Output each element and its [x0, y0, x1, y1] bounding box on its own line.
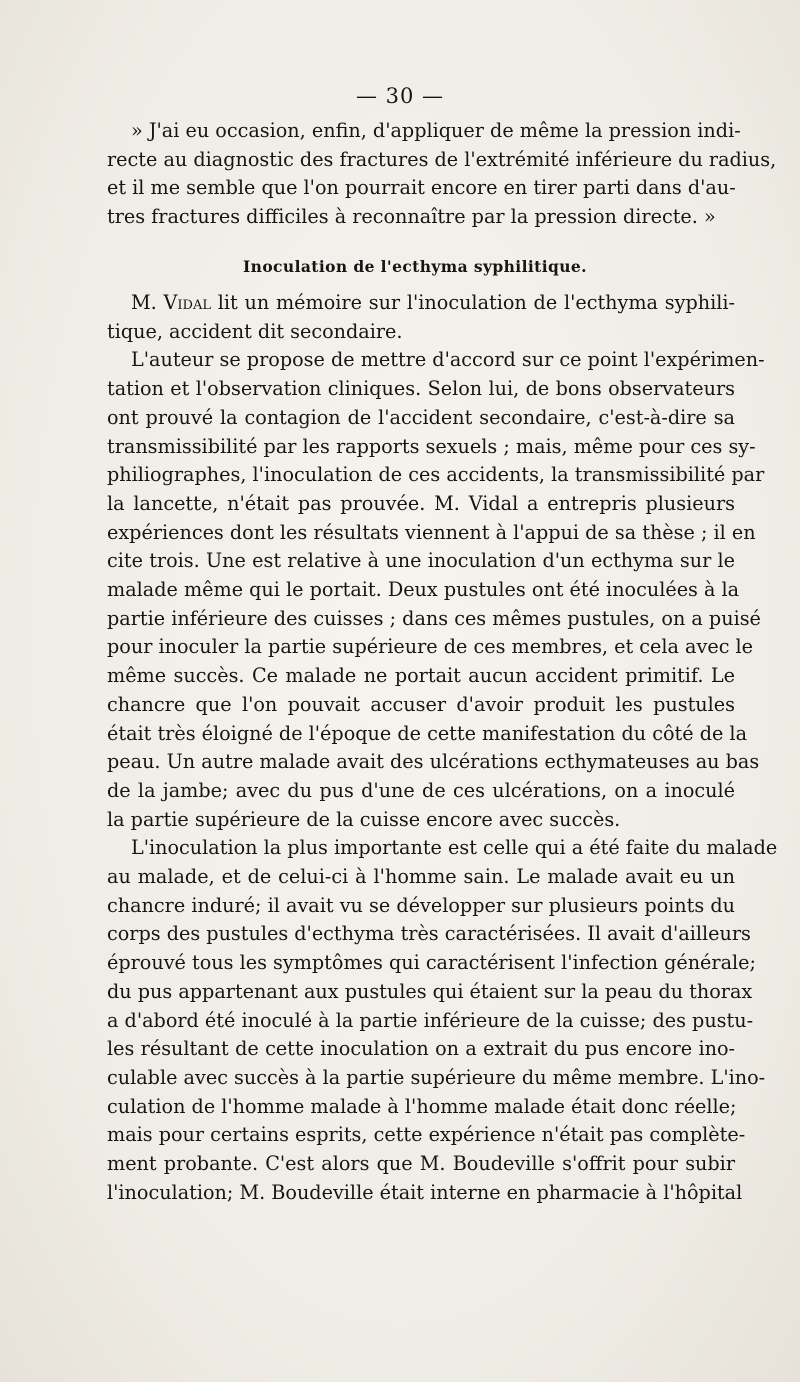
text-line: la partie supérieure de la cuisse encore avec succès. — [107, 807, 621, 831]
text-line: L'inoculation la plus importante est celle qui a été faite du malade — [131, 836, 778, 860]
section-heading: Inoculation de l'ecthyma syphilitique. — [243, 257, 587, 276]
text-line: même succès. Ce malade ne portait aucun accident primitif. Le — [107, 664, 735, 688]
text-line: chancre que l'on pouvait accuser d'avoir produit les pustules — [107, 692, 735, 716]
text-line: culation de l'homme malade à l'homme malade était donc réelle; — [107, 1094, 737, 1118]
text-line: tique, accident dit secondaire. — [107, 319, 403, 343]
text-line: de la jambe; avec du pus d'une de ces ulcérations, on a inoculé — [107, 778, 735, 802]
text-line: était très éloigné de l'époque de cette manifestation du côté de la — [107, 721, 748, 745]
text-line: cite trois. Une est relative à une inoculation d'un ecthyma sur le — [107, 549, 735, 573]
page-number: — 30 — — [355, 84, 445, 108]
text-fragment: M. — [131, 291, 164, 314]
text-line: peau. Un autre malade avait des ulcérations ecthymateuses au bas — [107, 750, 760, 774]
text-line: corps des pustules d'ecthyma très caractérisées. Il avait d'ailleurs — [107, 922, 751, 946]
text-line: ont prouvé la contagion de l'accident secondaire, c'est-à-dire sa — [107, 405, 735, 429]
text-line: pour inoculer la partie supérieure de ces membres, et cela avec le — [107, 635, 754, 659]
text-line: éprouvé tous les symptômes qui caractérisent l'infection générale; — [107, 951, 756, 975]
text-line: transmissibilité par les rapports sexuels ; mais, même pour ces sy- — [107, 434, 756, 458]
text-line: tation et l'observation cliniques. Selon lui, de bons observateurs — [107, 377, 735, 401]
text-line: chancre induré; il avait vu se développer sur plusieurs points du — [107, 893, 735, 917]
text-line: partie inférieure des cuisses ; dans ces mêmes pustules, on a puisé — [107, 606, 761, 630]
text-line: philiographes, l'inoculation de ces accidents, la transmissibilité par — [107, 463, 765, 487]
body-text — [107, 289, 778, 1208]
text-line: recte au diagnostic des fractures de l'extrémité inférieure du radius, — [107, 147, 777, 171]
text-line: » J'ai eu occasion, enfin, d'appliquer de même la pression indi- — [131, 119, 741, 142]
text-line: a d'abord été inoculé à la partie inférieure de la cuisse; des pustu- — [107, 1008, 754, 1032]
text-line — [107, 289, 735, 318]
text-line: ment probante. C'est alors que M. Boudeville s'offrit pour subir — [107, 1152, 735, 1176]
paragraph-pression-indirecte — [107, 117, 777, 232]
text-fragment: lit un mémoire sur l'inoculation de l'ecthyma syphili- — [210, 291, 735, 314]
text-line: expériences dont les résultats viennent à l'appui de sa thèse ; il en — [107, 520, 756, 544]
text-line: culable avec succès à la partie supérieure du même membre. L'ino- — [107, 1065, 766, 1089]
text-line: malade même qui le portait. Deux pustules ont été inoculées à la — [107, 578, 740, 602]
text-line: la lancette, n'était pas prouvée. M. Vidal a entrepris plusieurs — [107, 491, 735, 515]
text-line: les résultant de cette inoculation on a extrait du pus encore ino- — [107, 1037, 735, 1061]
text-line: tres fractures difficiles à reconnaître par la pression directe. » — [107, 205, 716, 229]
text-line: et il me semble que l'on pourrait encore en tirer parti dans d'au- — [107, 176, 736, 200]
text-line: du pus appartenant aux pustules qui étaient sur la peau du thorax — [107, 979, 753, 1003]
text-line: l'inoculation; M. Boudeville était interne en pharmacie à l'hôpital — [107, 1180, 743, 1204]
text-line: au malade, et de celui-ci à l'homme sain. Le malade avait eu un — [107, 865, 735, 889]
text-line: L'auteur se propose de mettre d'accord sur ce point l'expérimen- — [131, 348, 765, 372]
text-line: mais pour certains esprits, cette expérience n'était pas complète- — [107, 1123, 746, 1147]
author-name: Vidal — [163, 291, 211, 314]
